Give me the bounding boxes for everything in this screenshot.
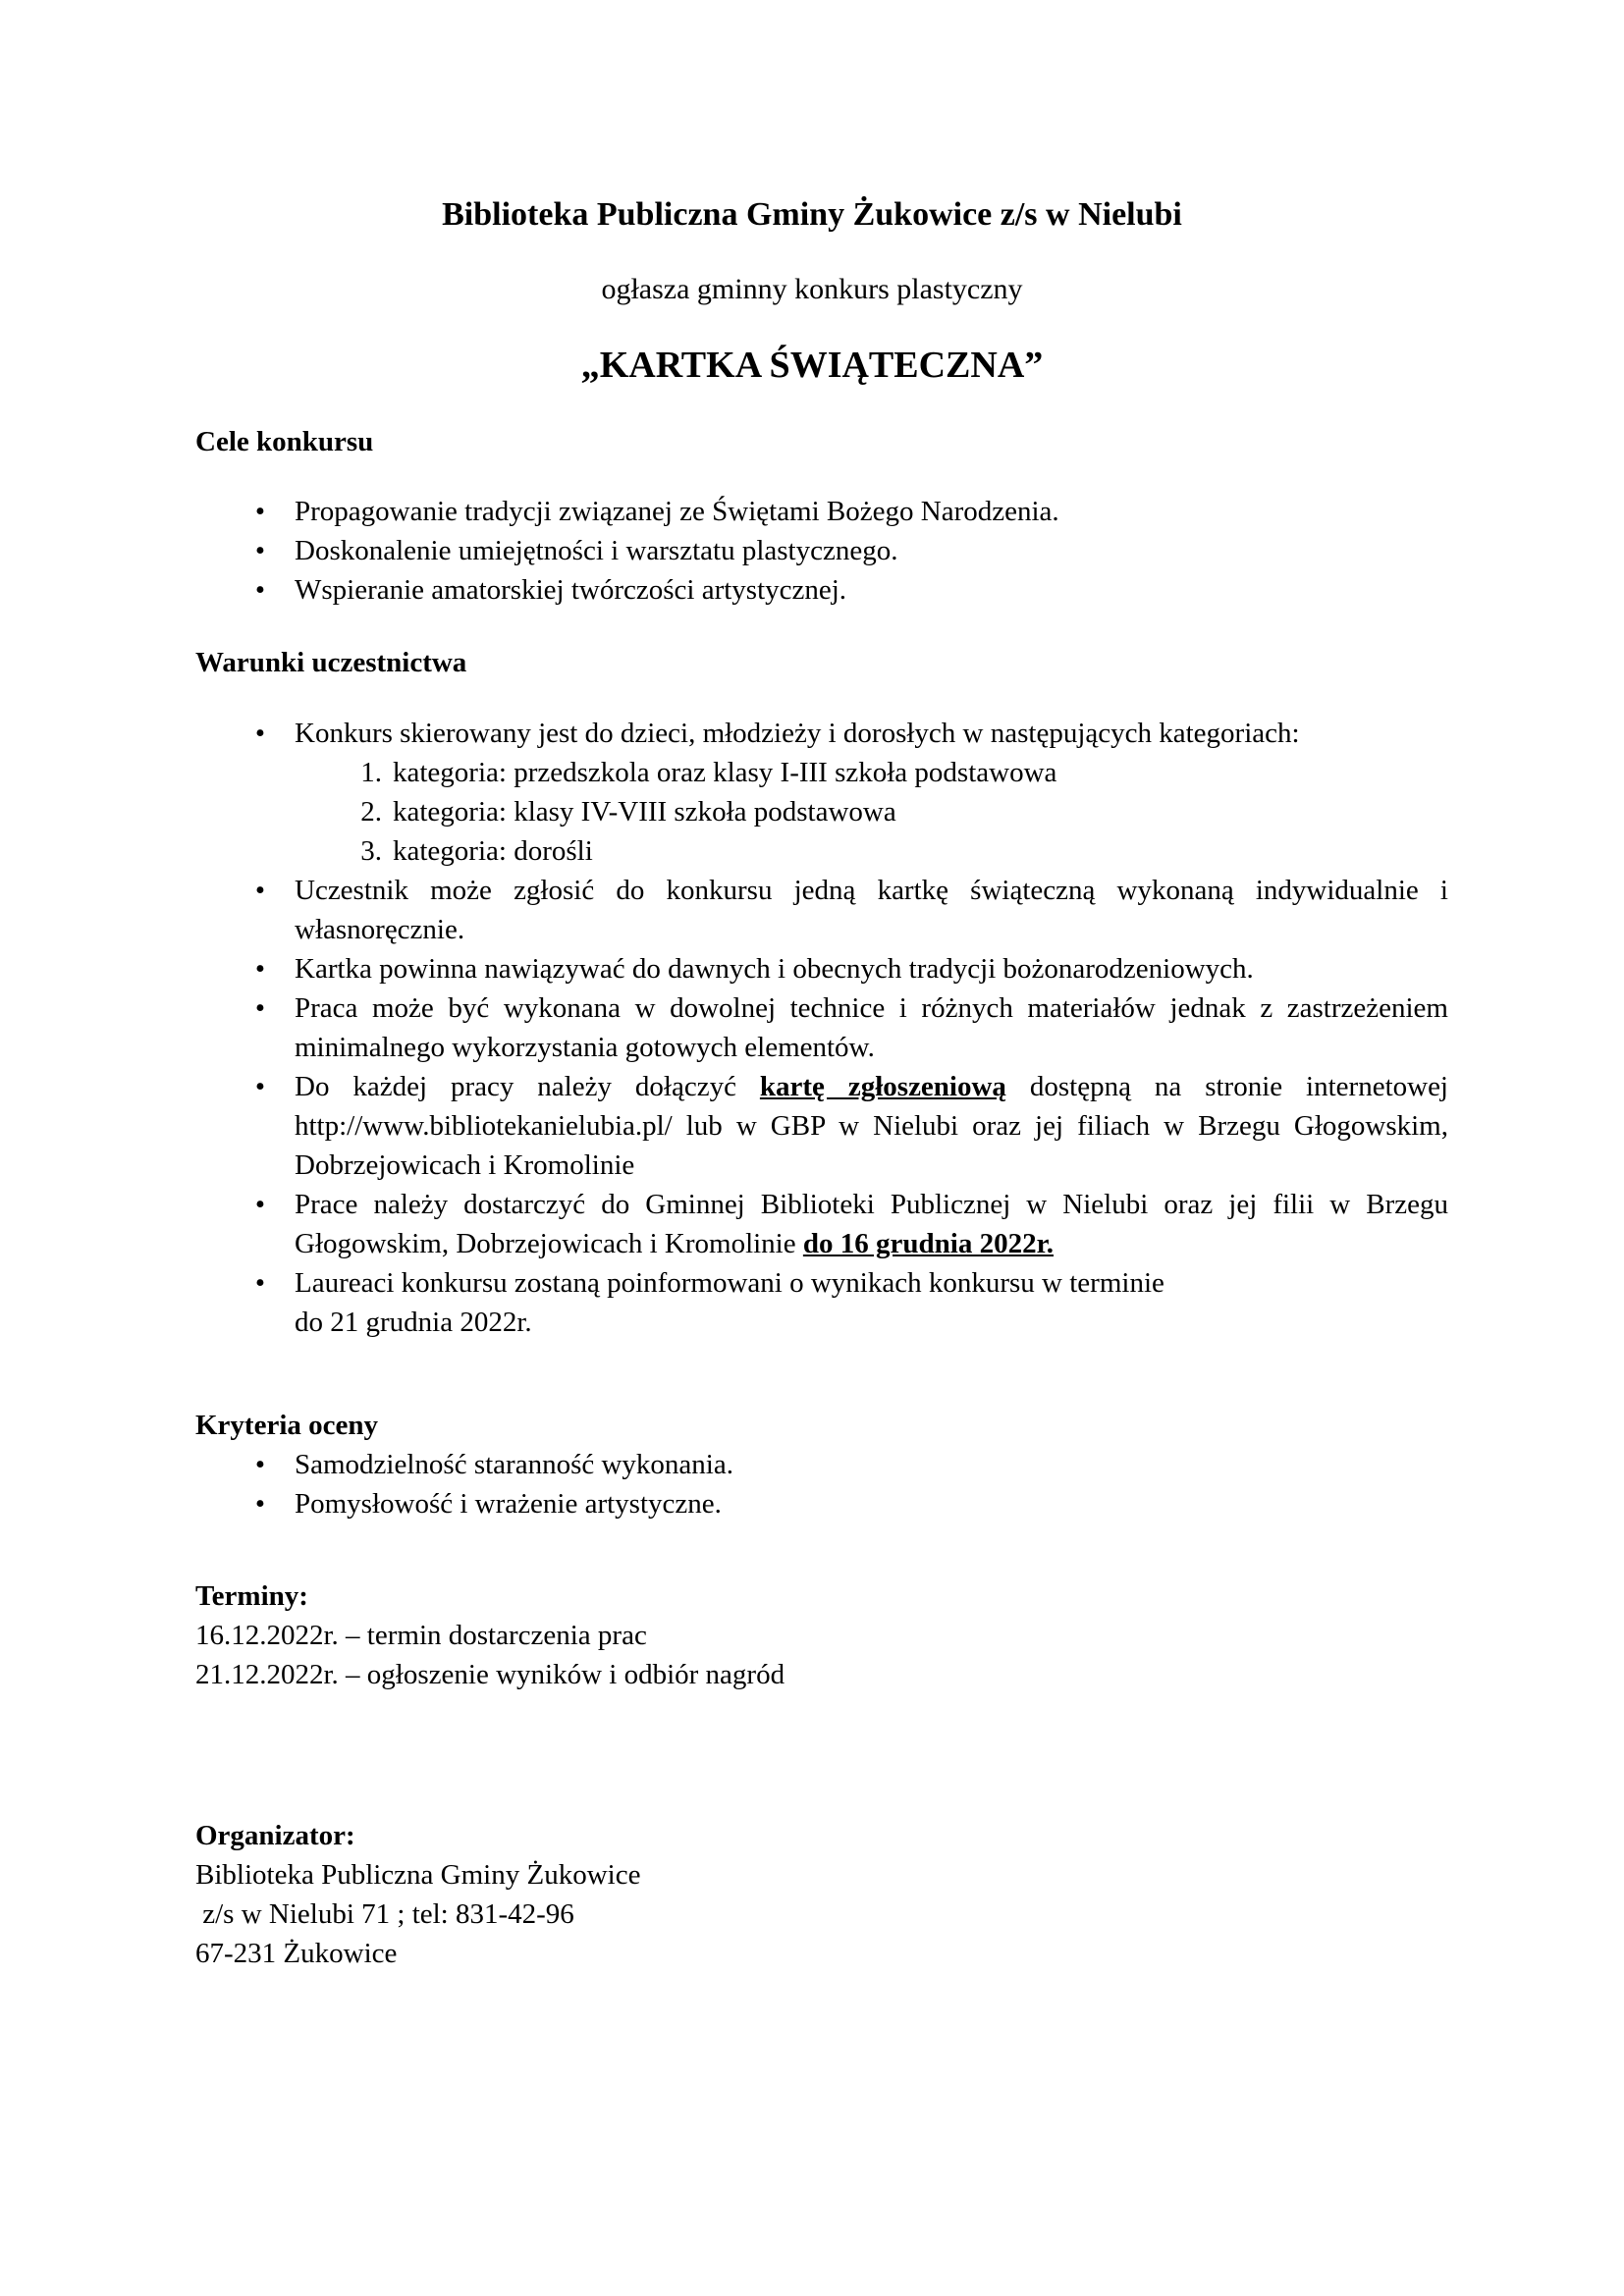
category-item: 1. kategoria: przedszkola oraz klasy I-III szkoła podstawowa (360, 757, 1057, 788)
document-subtitle: ogłasza gminny konkurs plastyczny (601, 273, 1023, 305)
contest-name: „KARTKA ŚWIĄTECZNA” (580, 345, 1044, 386)
goals-heading-block (195, 422, 1448, 461)
criteria-heading: Kryteria oceny (195, 1410, 379, 1441)
bullet-icon: • (254, 1189, 266, 1220)
list-item: • Doskonalenie umiejętności i warsztatu plastycznego. (195, 531, 1448, 570)
list-item: • Wspieranie amatorskiej twórczości artystycznej. (195, 570, 1448, 610)
conditions-heading-block (195, 643, 1448, 682)
list-item: • Laureaci konkursu zostaną poinformowani o wynikach konkursu w terminie do 21 grudnia 2022r. (195, 1263, 1448, 1342)
bullet-icon: • (254, 875, 266, 906)
bullet-icon: • (254, 1071, 266, 1102)
list-item: • Propagowanie tradycji związanej ze Świętami Bożego Narodzenia. (195, 492, 1448, 531)
document-title: Biblioteka Publiczna Gminy Żukowice z/s w Nielubi (442, 196, 1182, 233)
conditions-list-continued (195, 871, 1448, 1342)
list-item: • Konkurs skierowany jest do dzieci, młodzieży i dorosłych w następujących kategoriach: (195, 714, 1448, 753)
organizer-line: Biblioteka Publiczna Gminy Żukowice (195, 1859, 641, 1891)
bullet-icon: • (254, 718, 266, 749)
conditions-list (195, 714, 1448, 753)
conditions-section (195, 714, 1448, 1342)
category-item: 3. kategoria: dorośli (360, 835, 593, 867)
bullet-icon: • (254, 574, 266, 606)
list-item: • Praca może być wykonana w dowolnej technice i różnych materiałów jednak z zastrzeżeniem minimalnego wykorzystania gotowych elementów. (195, 988, 1448, 1067)
organizer-heading: Organizator: (195, 1820, 355, 1851)
list-item: • Prace należy dostarczyć do Gminnej Biblioteki Publicznej w Nielubi oraz jej filii w Brzegu Głogowskim, Dobrzejowicach i Kromolinie do 16 grudnia 2022r. (195, 1185, 1448, 1263)
dates-heading: Terminy: (195, 1580, 308, 1612)
bullet-icon: • (254, 496, 266, 527)
bullet-icon: • (254, 1488, 266, 1520)
organizer-section (195, 1816, 1448, 1973)
list-item: • Kartka powinna nawiązywać do dawnych i obecnych tradycji bożonarodzeniowych. (195, 949, 1448, 988)
list-item: • Uczestnik może zgłosić do konkursu jedną kartkę świąteczną wykonaną indywidualnie i własnoręcznie. (195, 871, 1448, 949)
bullet-icon: • (254, 535, 266, 566)
list-item: • Do każdej pracy należy dołączyć kartę zgłoszeniową dostępną na stronie internetowej http://www.bibliotekanielubia.pl/ lub w GBP w Nielubi oraz jej filiach w Brzegu Głogowskim, Dobrzejowicach i Kromolinie (195, 1067, 1448, 1185)
deadline-text: do 16 grudnia 2022r. (802, 1228, 1055, 1259)
category-item: 2. kategoria: klasy IV-VIII szkoła podstawowa (360, 796, 896, 828)
bullet-icon: • (254, 1267, 266, 1299)
bullet-icon: • (254, 953, 266, 985)
date-line: 16.12.2022r. – termin dostarczenia prac (195, 1620, 647, 1651)
organizer-line: z/s w Nielubi 71 ; tel: 831-42-96 (195, 1898, 574, 1930)
entry-form-link[interactable]: kartę zgłoszeniową (759, 1071, 1006, 1102)
dates-section (195, 1576, 1448, 1694)
bullet-icon: • (254, 1449, 266, 1480)
criteria-list (195, 1445, 1448, 1523)
date-line: 21.12.2022r. – ogłoszenie wyników i odbiór nagród (195, 1659, 785, 1690)
organizer-line: 67-231 Żukowice (195, 1938, 398, 1969)
list-item: • Pomysłowość i wrażenie artystyczne. (195, 1484, 1448, 1523)
list-item: • Samodzielność staranność wykonania. (195, 1445, 1448, 1484)
goals-section (195, 492, 1448, 610)
goals-list (195, 492, 1448, 610)
criteria-section (195, 1406, 1448, 1523)
conditions-heading: Warunki uczestnictwa (195, 647, 467, 678)
goals-heading: Cele konkursu (195, 426, 374, 457)
categories-list (195, 753, 1448, 871)
bullet-icon: • (254, 992, 266, 1024)
